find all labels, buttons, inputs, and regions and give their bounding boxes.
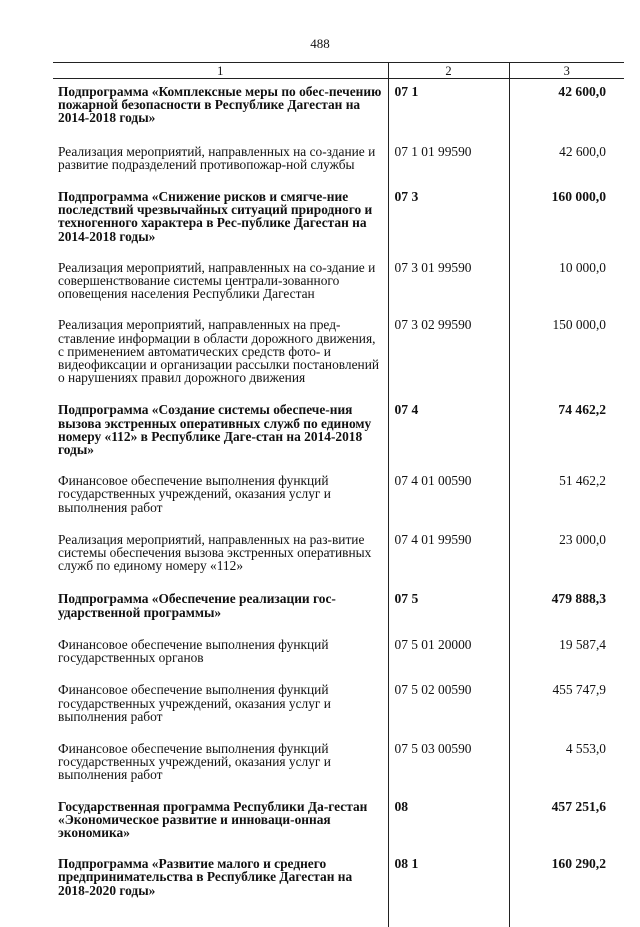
row-name: Реализация мероприятий, направленных на пред-ставление информации в области дорожного движения, с применением автоматических средств фото- и видеофиксации и организации рассылки постановлений о нарушениях правил дорожного движения xyxy=(58,317,380,386)
row-amount: 10 000,0 xyxy=(509,261,624,319)
row-name: Финансовое обеспечение выполнения функций государственных учреждений, оказания услуг и выполнения работ xyxy=(58,740,331,783)
row-name: Реализация мероприятий, направленных на со-здание и совершенствование системы централи-зованного оповещения населения Республики Дагестан xyxy=(58,259,376,302)
row-name: Подпрограмма «Снижение рисков и смягче-ние последствий чрезвычайных ситуаций природного и техногенного характера в Рес-публике Дагестан на 2014-2018 годы» xyxy=(58,189,373,244)
row-amount: 457 251,6 xyxy=(509,800,624,858)
row-name: Реализация мероприятий, направленных на раз-витие системы обеспечения вызова экстренных оперативных служб по единому номеру «112» xyxy=(58,531,372,574)
budget-table-container xyxy=(53,62,624,927)
row-name: Реализация мероприятий, направленных на со-здание и развитие подразделений противопожар-ной службы xyxy=(58,143,376,172)
row-name: Финансовое обеспечение выполнения функций государственных учреждений, оказания услуг и выполнения работ xyxy=(58,473,331,515)
row-amount: 160 290,2 xyxy=(509,857,624,927)
row-code: 07 3 01 99590 xyxy=(388,261,509,319)
row-amount: 23 000,0 xyxy=(509,533,624,593)
header-col-1: 1 xyxy=(53,63,388,79)
row-name: Подпрограмма «Обеспечение реализации гос-ударственной программы» xyxy=(58,591,336,620)
row-code: 07 5 xyxy=(388,592,509,637)
table-row xyxy=(53,318,624,403)
table-header-row xyxy=(53,63,624,79)
row-name: Подпрограмма «Развитие малого и среднего предпринимательства в Республике Дагестан на 2018-2020 годы» xyxy=(58,856,353,898)
row-amount: 51 462,2 xyxy=(509,474,624,533)
row-amount: 19 587,4 xyxy=(509,638,624,683)
row-amount: 160 000,0 xyxy=(509,190,624,261)
table-row xyxy=(53,190,624,261)
table-row xyxy=(53,533,624,593)
table-row xyxy=(53,261,624,319)
budget-table xyxy=(53,62,624,927)
table-row xyxy=(53,742,624,800)
row-name: Подпрограмма «Создание системы обеспече-ния вызова экстренных оперативных служб по единому номеру «112» в Республике Даге-стан на 2014-2018 годы» xyxy=(58,402,372,458)
table-row xyxy=(53,683,624,742)
table-row xyxy=(53,403,624,474)
row-code: 08 1 xyxy=(388,857,509,927)
row-code: 07 4 01 99590 xyxy=(388,533,509,593)
row-amount: 42 600,0 xyxy=(509,145,624,190)
row-code: 07 5 02 00590 xyxy=(388,683,509,742)
row-code: 08 xyxy=(388,800,509,858)
row-amount: 455 747,9 xyxy=(509,683,624,742)
row-code: 07 3 xyxy=(388,190,509,261)
row-amount: 150 000,0 xyxy=(509,318,624,403)
header-col-3: 3 xyxy=(509,63,624,79)
table-row xyxy=(53,592,624,637)
row-code: 07 4 01 00590 xyxy=(388,474,509,533)
row-code: 07 4 xyxy=(388,403,509,474)
row-name: Государственная программа Республики Да-гестан «Экономическое развитие и инноваци-онная экономика» xyxy=(58,798,368,840)
table-row xyxy=(53,145,624,190)
row-code: 07 1 01 99590 xyxy=(388,145,509,190)
page-number: 488 xyxy=(310,36,330,51)
table-row xyxy=(53,638,624,683)
table-row xyxy=(53,857,624,927)
row-code: 07 5 01 20000 xyxy=(388,638,509,683)
row-name: Финансовое обеспечение выполнения функций государственных учреждений, оказания услуг и выполнения работ xyxy=(58,682,331,724)
row-code: 07 5 03 00590 xyxy=(388,742,509,800)
row-name: Финансовое обеспечение выполнения функций государственных органов xyxy=(58,636,329,666)
table-row xyxy=(53,800,624,858)
row-amount: 74 462,2 xyxy=(509,403,624,474)
row-amount: 479 888,3 xyxy=(509,592,624,637)
row-code: 07 1 xyxy=(388,79,509,145)
header-col-2: 2 xyxy=(388,63,509,79)
row-name: Подпрограмма «Комплексные меры по обес-печению пожарной безопасности в Республике Дагестан на 2014-2018 годы» xyxy=(58,84,382,126)
table-row xyxy=(53,474,624,533)
table-row xyxy=(53,79,624,145)
row-code: 07 3 02 99590 xyxy=(388,318,509,403)
row-amount: 42 600,0 xyxy=(509,79,624,145)
row-amount: 4 553,0 xyxy=(509,742,624,800)
